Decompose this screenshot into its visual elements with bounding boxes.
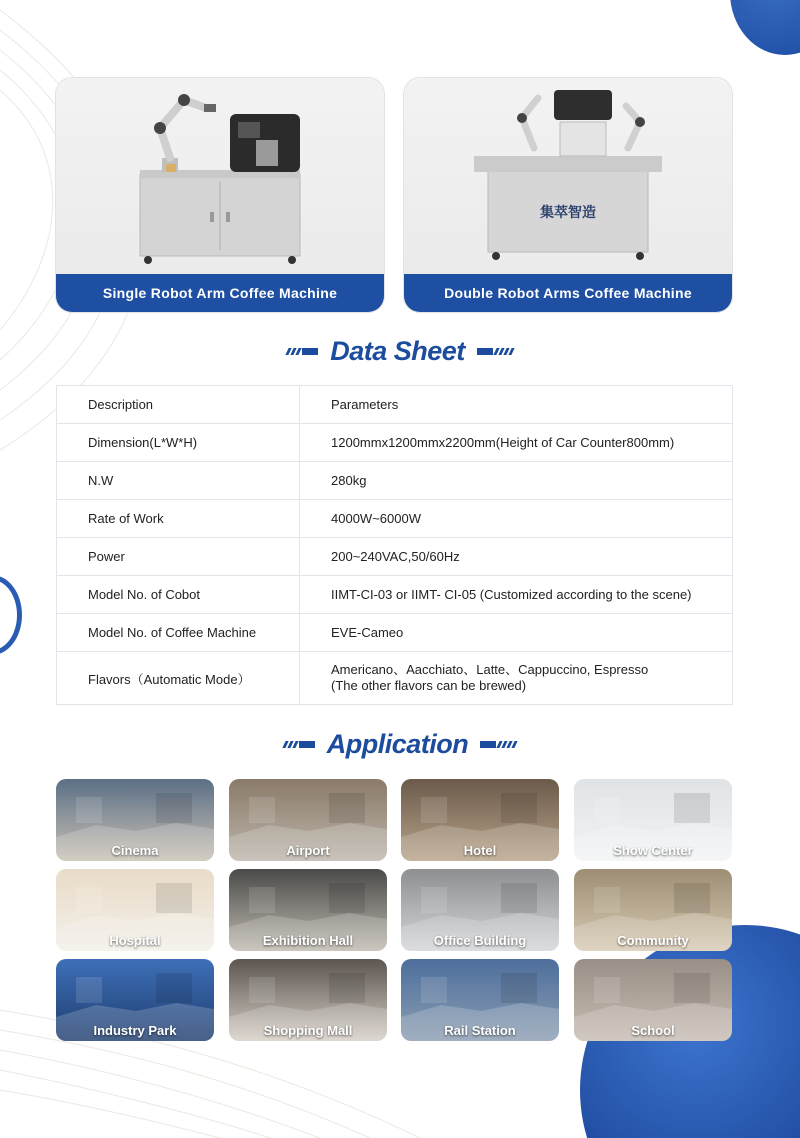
datasheet-table	[56, 385, 733, 705]
table-row	[57, 424, 733, 462]
application-tile	[229, 869, 387, 951]
table-row	[57, 500, 733, 538]
application-label: Cinema	[111, 843, 159, 858]
application-label: Rail Station	[444, 1023, 516, 1038]
row-label: Description	[57, 386, 300, 424]
row-value: 280kg	[300, 462, 733, 500]
brand-logo	[508, 202, 628, 222]
application-tile	[401, 959, 559, 1041]
title-stripes-right	[480, 741, 516, 748]
application-tile	[574, 869, 732, 951]
application-label: Community	[617, 933, 689, 948]
table-row	[57, 538, 733, 576]
single-arm-coffee-machine-image	[56, 78, 384, 274]
row-label: Model No. of Cobot	[57, 576, 300, 614]
table-row	[57, 386, 733, 424]
row-value: 1200mmx1200mmx2200mm(Height of Car Counter800mm)	[300, 424, 733, 462]
product-caption: Single Robot Arm Coffee Machine	[56, 274, 384, 312]
row-value: IIMT-CI-03 or IIMT- CI-05 (Customized according to the scene)	[300, 576, 733, 614]
brand-logo-text: 集萃智造	[540, 205, 596, 221]
table-row	[57, 652, 733, 705]
double-arm-coffee-machine-image	[404, 78, 732, 274]
table-row	[57, 614, 733, 652]
table-row	[57, 462, 733, 500]
row-label: Rate of Work	[57, 500, 300, 538]
row-value-line: Americano、Aacchiato、Latte、Cappuccino, Espresso	[331, 662, 649, 677]
application-title: Application	[326, 729, 469, 759]
application-tile	[229, 959, 387, 1041]
application-label: Office Building	[433, 933, 527, 948]
row-label: Dimension(L*W*H)	[57, 424, 300, 462]
application-label: Shopping Mall	[263, 1023, 353, 1038]
row-label: Flavors（Automatic Mode）	[57, 652, 300, 705]
datasheet-title: Data Sheet	[330, 336, 465, 366]
application-label: Hotel	[463, 843, 497, 858]
corner-circle-decoration	[730, 0, 800, 55]
product-caption: Double Robot Arms Coffee Machine	[404, 274, 732, 312]
row-label: Power	[57, 538, 300, 576]
application-tile	[229, 779, 387, 861]
row-value: 4000W~6000W	[300, 500, 733, 538]
row-label: N.W	[57, 462, 300, 500]
title-stripes-left	[284, 741, 315, 748]
application-label: School	[631, 1023, 675, 1038]
application-label: Exhibition Hall	[262, 933, 354, 948]
row-value	[300, 652, 733, 705]
application-tile	[56, 959, 214, 1041]
row-value: Parameters	[300, 386, 733, 424]
title-stripes-left	[287, 348, 318, 355]
product-card-single-arm	[56, 78, 384, 312]
application-label: Hospital	[109, 933, 161, 948]
application-tile	[401, 779, 559, 861]
application-label: Show Center	[613, 843, 693, 858]
application-tile	[56, 869, 214, 951]
application-heading	[0, 729, 800, 760]
application-tile	[574, 779, 732, 861]
product-card-double-arm	[404, 78, 732, 312]
application-tile	[574, 959, 732, 1041]
row-value: EVE-Cameo	[300, 614, 733, 652]
datasheet-heading	[0, 336, 800, 367]
title-stripes-right	[477, 348, 513, 355]
table-row	[57, 576, 733, 614]
row-value-line: (The other flavors can be brewed)	[331, 678, 527, 693]
side-arc-decoration	[0, 575, 22, 655]
application-label: Industry Park	[93, 1023, 177, 1038]
application-tile	[56, 779, 214, 861]
application-label: Airport	[286, 843, 330, 858]
row-value: 200~240VAC,50/60Hz	[300, 538, 733, 576]
application-tile	[401, 869, 559, 951]
row-label: Model No. of Coffee Machine	[57, 614, 300, 652]
